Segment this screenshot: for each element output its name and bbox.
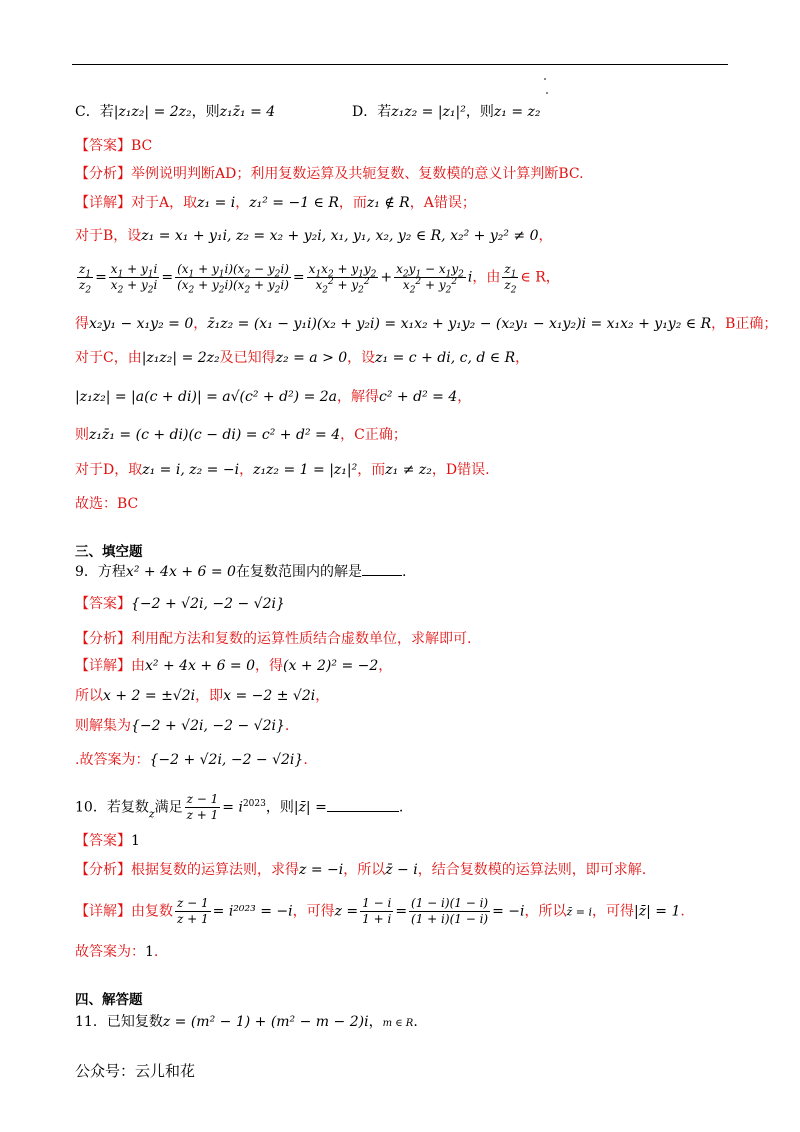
q8-detail-d: 对于D，取z₁ = i, z₂ = −i，z₁z₂ = 1 = |z₁|²，而z₁ ≠ z₂，D错误. xyxy=(75,462,490,478)
q8-final: 故选：BC xyxy=(75,496,139,512)
q9-answer: 【答案】{−2 + √2i, −2 − √2i} xyxy=(75,596,285,612)
header-rule xyxy=(72,64,728,65)
decorative-dot xyxy=(544,78,546,80)
q8-detail-a: 【详解】对于A，取z₁ = i，z₁² = −1 ∈ R，而z₁ ∉ R，A错误； xyxy=(75,195,476,211)
q8-detail-b1: 对于B，设z₁ = x₁ + y₁i, z₂ = x₂ + y₂i, x₁, y₁, x₂, y₂ ∈ R, x₂² + y₂² ≠ 0， xyxy=(75,228,553,244)
q9-detail-2: 所以x + 2 = ±√2i，即x = −2 ± √2i， xyxy=(75,688,330,704)
q8-answer: 【答案】BC xyxy=(75,138,153,154)
q9-detail-3: 则解集为{−2 + √2i, −2 − √2i}. xyxy=(75,718,290,734)
q11-stem: 11．已知复数z = (m² − 1) + (m² − m − 2)i，m ∈ R. xyxy=(75,1014,418,1030)
q10-answer: 【答案】1 xyxy=(75,833,140,849)
q10-stem: 10．若复数$_z$满足 $\frac{z - 1}{z + 1}$ = $i^{2023}$，则|z̄| = . xyxy=(75,792,404,822)
q9-detail-4: .故答案为：{−2 + √2i, −2 − √2i}. xyxy=(75,752,308,768)
q8-detail-c1: 对于C，由|z₁z₂| = 2z₂及已知得z₂ = a > 0，设z₁ = c + di, c, d ∈ R， xyxy=(75,350,530,366)
q9-detail-1: 【详解】由x² + 4x + 6 = 0，得(x + 2)² = −2， xyxy=(75,658,393,674)
q8-detail-b2: $\frac{z_1}{z_2}$ = $\frac{x_1 + y_1i}{x_2 + y_2i}$ = $\frac{(x_1 + y_1i)(x_2 - y_2i)}{(x_2 + y_2i)(x_2 + y_2i)}$ = $\frac{x_1x_2 + y_1y_2}{x_2^2 + y_2^2}$ + $\frac{x_2y_1 - x_1y_2}{x_2^2 + y_2^2}$ i，由 $\frac{z_1}{z_2}$ ∈ R， xyxy=(79,262,560,296)
q10-detail: 【详解】由复数 $\frac{z - 1}{z + 1}$ = i²⁰²³ = −i，可得z = $\frac{1 - i}{1 + i}$ = $\frac{(1 - i)(1 - i)}{(1 + i)(1 - i)}$ = −i，所以z̄ = i，可得|z̄| = 1. xyxy=(75,896,685,926)
q9-analysis: 【分析】利用配方法和复数的运算性质结合虚数单位，求解即可. xyxy=(75,631,472,647)
q8-detail-b3: 得x₂y₁ − x₁y₂ = 0，z̄₁z₂ = (x₁ − y₁i)(x₂ + y₂i) = x₁x₂ + y₁y₂ − (x₂y₁ − x₁y₂)i = x₁x₂ + y₁y₂ ∈ R，B正确； xyxy=(75,316,778,332)
footer-watermark: 公众号：云儿和花 xyxy=(75,1062,196,1080)
q9-stem: 9．方程x² + 4x + 6 = 0在复数范围内的解是 . xyxy=(75,564,407,580)
q8-option-d: D．若z₁z₂ = |z₁|²，则z₁ = z₂ xyxy=(352,104,541,120)
q8-detail-c3: 则z₁z̄₁ = (c + di)(c − di) = c² + d² = 4，C正确； xyxy=(75,427,407,443)
section-title-solution: 四、解答题 xyxy=(75,992,143,1008)
q8-analysis: 【分析】举例说明判断AD；利用复数运算及共轭复数、复数模的意义计算判断BC. xyxy=(75,166,584,182)
section-title-fill-blank: 三、填空题 xyxy=(75,544,143,560)
q8-option-c: C．若|z₁z₂| = 2z₂，则z₁z̄₁ = 4 xyxy=(75,104,276,120)
q8-detail-c2: |z₁z₂| = |a(c + di)| = a√(c² + d²) = 2a，解得c² + d² = 4， xyxy=(75,389,472,405)
q10-analysis: 【分析】根据复数的运算法则，求得z = −i，所以z̄ − i，结合复数模的运算法则，即可求解. xyxy=(75,862,647,878)
decorative-dot xyxy=(546,92,548,94)
q10-final: 故答案为：1. xyxy=(75,944,159,960)
